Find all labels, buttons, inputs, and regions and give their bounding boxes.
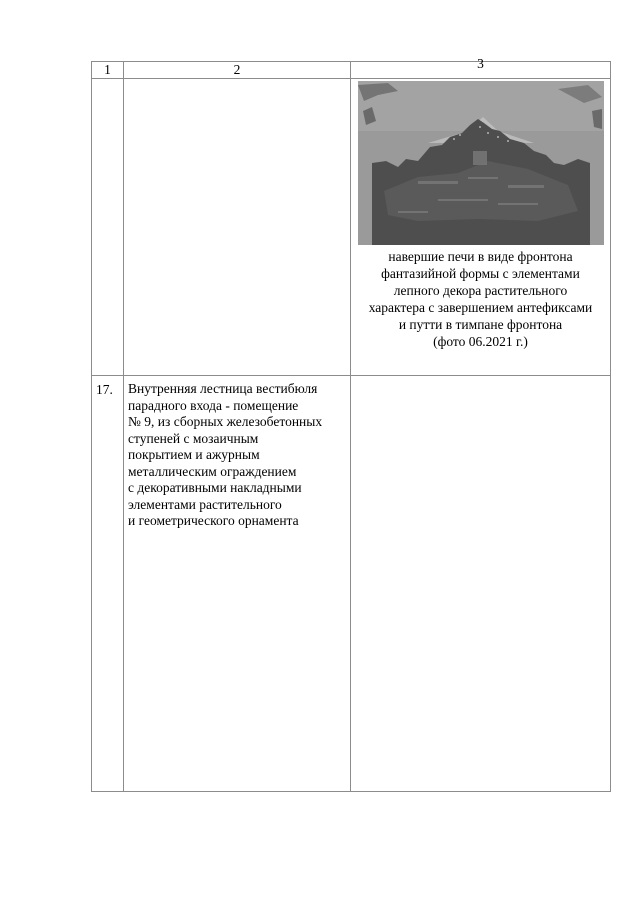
- row-description-cell: [124, 376, 351, 792]
- description-line: ступеней с мозаичным: [128, 430, 259, 446]
- description-line: с декоративными накладными: [128, 480, 302, 495]
- caption-line: (фото 06.2021 г.): [433, 334, 528, 349]
- caption-line: и путти в тимпане фронтона: [398, 317, 563, 332]
- row-description-cell: [124, 79, 351, 376]
- table-row: [92, 79, 611, 376]
- row-photo-cell: [351, 79, 611, 376]
- table-header-row: [92, 62, 611, 79]
- row-number-cell: 17.: [92, 376, 124, 792]
- caption-line: лепного декора растительного: [393, 283, 568, 298]
- description-line: металлическим ограждением: [128, 463, 297, 479]
- column-header-2: 2: [124, 62, 351, 79]
- description-line: Внутренняя лестница вестибюля: [128, 381, 318, 396]
- caption-line: фантазийной формы с элементами: [381, 266, 580, 281]
- description-line: и геометрического орнамента: [128, 513, 299, 528]
- description-line: покрытием и ажурным: [128, 447, 260, 462]
- caption-line: характера с завершением антефиксами: [368, 300, 593, 315]
- description-line: парадного входа - помещение: [128, 397, 299, 413]
- column-header-1: 1: [92, 62, 124, 79]
- row-number-cell: [92, 79, 124, 376]
- row-photo-cell-empty: [351, 376, 611, 792]
- column-header-3-label: 3: [477, 56, 484, 71]
- table-row: [92, 376, 611, 792]
- photo-caption: [357, 248, 604, 350]
- photo-stove-pediment: [358, 81, 604, 245]
- monuments-table: [91, 56, 611, 792]
- description-line: элементами растительного: [128, 496, 282, 512]
- caption-line: навершие печи в виде фронтона: [388, 249, 573, 264]
- description-line: № 9, из сборных железобетонных: [128, 414, 323, 429]
- column-header-3: [351, 56, 611, 79]
